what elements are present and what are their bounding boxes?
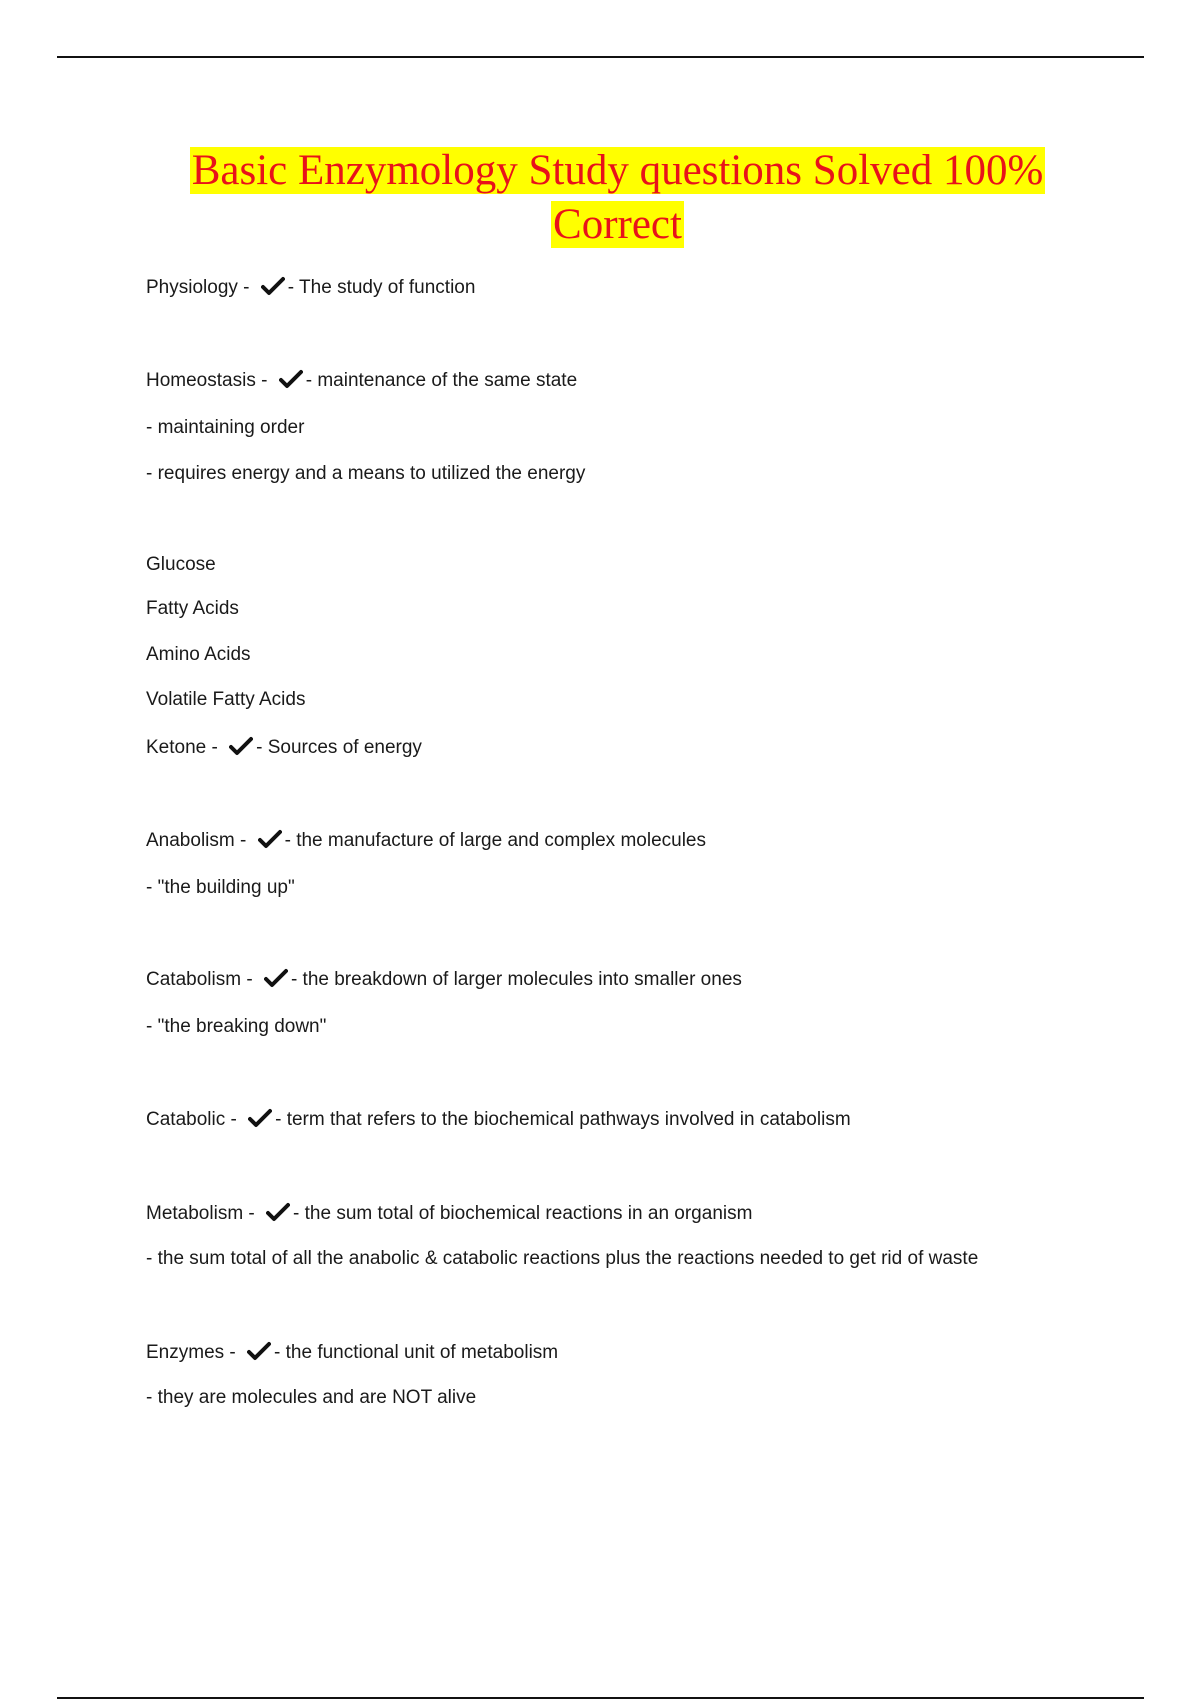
list-item: Volatile Fatty Acids <box>146 689 306 710</box>
document-title <box>0 144 1200 252</box>
list-item: Amino Acids <box>146 644 251 665</box>
definition: - the functional unit of metabolism <box>274 1342 559 1363</box>
list-item: Fatty Acids <box>146 598 239 619</box>
term: Metabolism <box>146 1203 244 1224</box>
top-rule <box>57 56 1144 58</box>
checkmark-icon <box>264 968 288 988</box>
entry-enzymes: Enzymes - - the functional unit of metabolism <box>146 1342 559 1363</box>
entry-metabolism: Metabolism - - the sum total of biochemical reactions in an organism <box>146 1203 753 1224</box>
title-line-1: Basic Enzymology Study questions Solved 100% <box>191 147 1044 194</box>
note-line: - maintaining order <box>146 417 305 438</box>
entry-catabolism: Catabolism - - the breakdown of larger molecules into smaller ones <box>146 969 742 990</box>
checkmark-icon <box>248 1108 272 1128</box>
entry-homeostasis: Homeostasis - - maintenance of the same state <box>146 370 578 391</box>
definition: - maintenance of the same state <box>305 370 578 391</box>
bottom-rule <box>57 1697 1144 1699</box>
checkmark-icon <box>279 369 303 389</box>
term: Anabolism <box>146 830 235 851</box>
entry-catabolic: Catabolic - - term that refers to the biochemical pathways involved in catabolism <box>146 1109 851 1130</box>
checkmark-icon <box>258 829 282 849</box>
definition: - term that refers to the biochemical pathways involved in catabolism <box>275 1109 851 1130</box>
definition: - the manufacture of large and complex molecules <box>284 830 706 851</box>
checkmark-icon <box>266 1202 290 1222</box>
term: Catabolism <box>146 969 242 990</box>
checkmark-icon <box>229 736 253 756</box>
note-line: - "the building up" <box>146 877 295 898</box>
term: Ketone <box>146 737 207 758</box>
term: Homeostasis <box>146 370 256 391</box>
term: Physiology <box>146 277 238 298</box>
definition: - the sum total of biochemical reactions in an organism <box>293 1203 753 1224</box>
note-line: - the sum total of all the anabolic & catabolic reactions plus the reactions needed to get rid of waste <box>146 1248 979 1269</box>
definition: - The study of function <box>287 277 476 298</box>
checkmark-icon <box>261 276 285 296</box>
note-line: - "the breaking down" <box>146 1016 327 1037</box>
entry-anabolism: Anabolism - - the manufacture of large and complex molecules <box>146 830 706 851</box>
term: Enzymes <box>146 1342 225 1363</box>
checkmark-icon <box>247 1341 271 1361</box>
term: Catabolic <box>146 1109 226 1130</box>
entry-physiology: Physiology - - The study of function <box>146 277 476 298</box>
title-line-2: Correct <box>553 201 682 248</box>
note-line: - they are molecules and are NOT alive <box>146 1387 477 1408</box>
definition: - the breakdown of larger molecules into smaller ones <box>290 969 742 990</box>
note-line: - requires energy and a means to utilized the energy <box>146 463 586 484</box>
entry-ketone: Ketone - - Sources of energy <box>146 737 422 758</box>
definition: - Sources of energy <box>256 737 422 758</box>
list-item: Glucose <box>146 554 216 575</box>
